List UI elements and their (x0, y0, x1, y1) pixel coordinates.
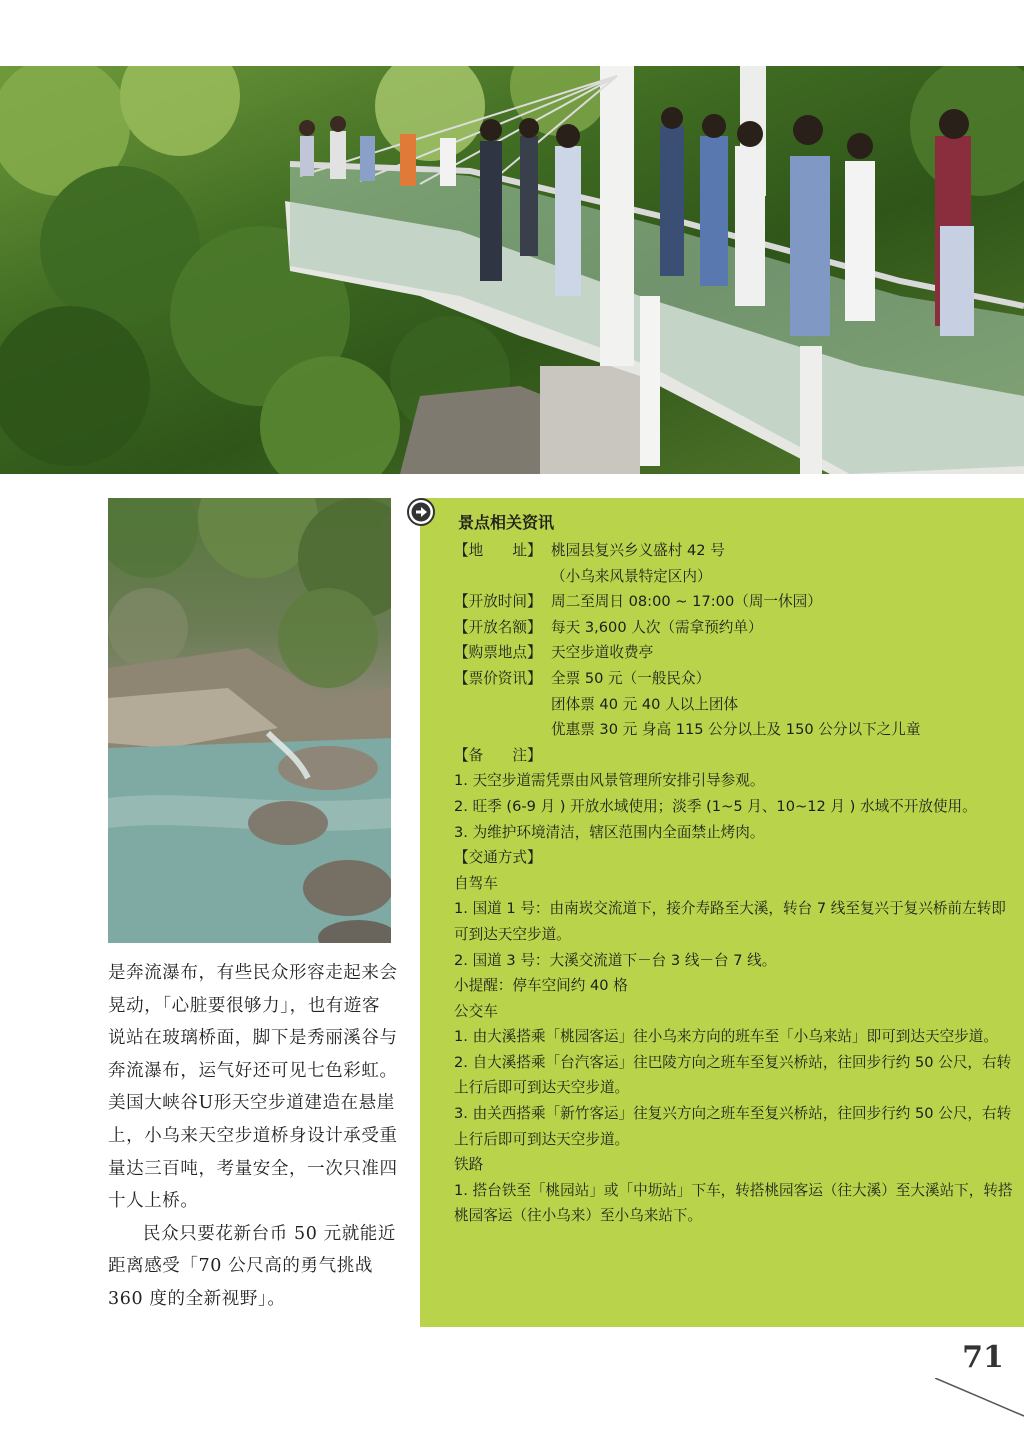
info-content (454, 508, 1014, 1229)
rail-heading: 铁路 (454, 1156, 484, 1174)
address-row (454, 538, 1014, 564)
quota-label: 【开放名额】 (454, 618, 542, 636)
arrow-right-icon (406, 497, 436, 527)
parking-tip: 小提醒：停车空间约 40 格 (454, 977, 628, 995)
price-discount: 优惠票 30 元 身高 115 公分以上及 150 公分以下之儿童 (551, 721, 921, 739)
article-paragraph-2: 民众只要花新台币 50 元就能近距离感受「70 公尺高的勇气挑战 360 度的全新视野」。 (108, 1223, 396, 1309)
skywalk-photo (0, 66, 1024, 474)
bus-route-3: 3. 由关西搭乘「新竹客运」往复兴方向之班车至复兴桥站，往回步行约 50 公尺，右转上行后即可到达天空步道。 (454, 1105, 1012, 1148)
note-2: 2. 旺季 (6-9 月 ) 开放水域使用；淡季 (1~5 月、10~12 月 ) 水域不开放使用。 (454, 797, 977, 815)
skywalk-photo-art (0, 66, 1024, 474)
hours-row (454, 589, 1014, 615)
info-box (420, 498, 1024, 1327)
address-label: 【地 址】 (454, 542, 542, 559)
car-route-1: 1. 国道 1 号：由南崁交流道下，接介寿路至大溪，转台 7 线至复兴于复兴桥前左转即可到达天空步道。 (454, 900, 1006, 943)
quota-value: 每天 3,600 人次（需拿预约单） (551, 618, 763, 636)
price-full: 全票 50 元（一般民众） (551, 669, 711, 687)
car-route-2: 2. 国道 3 号：大溪交流道下－台 3 线－台 7 线。 (454, 951, 777, 969)
ticket-place-value: 天空步道收费亭 (551, 644, 654, 662)
price-group: 团体票 40 元 40 人以上团体 (551, 695, 739, 713)
transport-label: 【交通方式】 (454, 849, 542, 867)
notes-label: 【备 注】 (454, 746, 542, 764)
ticket-place-row (454, 640, 1014, 666)
info-title: 景点相关资讯 (458, 513, 555, 532)
car-heading: 自驾车 (454, 874, 498, 892)
page-number: 71 (962, 1340, 1004, 1375)
address-sub: （小乌来风景特定区内） (551, 567, 712, 585)
rail-route-1: 1. 搭台铁至「桃园站」或「中坜站」下车，转搭桃园客运（往大溪）至大溪站下，转搭桃园客运（往小乌来）至小乌来站下。 (454, 1181, 1013, 1225)
note-1: 1. 天空步道需凭票由风景管理所安排引导参观。 (454, 772, 765, 790)
price-row (454, 666, 1014, 692)
quota-row (454, 615, 1014, 641)
stream-photo (108, 498, 391, 943)
article-paragraph-1: 是奔流瀑布，有些民众形容走起来会晃动，「心脏要很够力」，也有遊客说站在玻璃桥面，脚下是秀丽溪谷与奔流瀑布，运气好还可见七色彩虹。美国大峡谷U形天空步道建造在悬崖上，小乌来天空步道桥身设计承受重量达三百吨，考量安全，一次只准四十人上桥。 (108, 963, 398, 1212)
article-body (108, 957, 398, 1316)
hours-label: 【开放时间】 (454, 593, 542, 611)
bus-route-2: 2. 自大溪搭乘「台汽客运」往巴陵方向之班车至复兴桥站，往回步行约 50 公尺，右转上行后即可到达天空步道。 (454, 1053, 1012, 1097)
hours-value: 周二至周日 08:00 ~ 17:00（周一休园） (551, 593, 822, 611)
bus-route-1: 1. 由大溪搭乘「桃园客运」往小乌来方向的班车至「小乌来站」即可到达天空步道。 (454, 1028, 998, 1046)
bus-heading: 公交车 (454, 1002, 498, 1020)
price-label: 【票价资讯】 (454, 669, 542, 687)
corner-decoration (935, 1378, 1024, 1418)
stream-photo-art (108, 498, 391, 943)
ticket-place-label: 【购票地点】 (454, 644, 542, 662)
note-3: 3. 为维护环境清洁，辖区范围内全面禁止烤肉。 (454, 823, 765, 841)
address-value: 桃园县复兴乡义盛村 42 号 (551, 542, 725, 559)
